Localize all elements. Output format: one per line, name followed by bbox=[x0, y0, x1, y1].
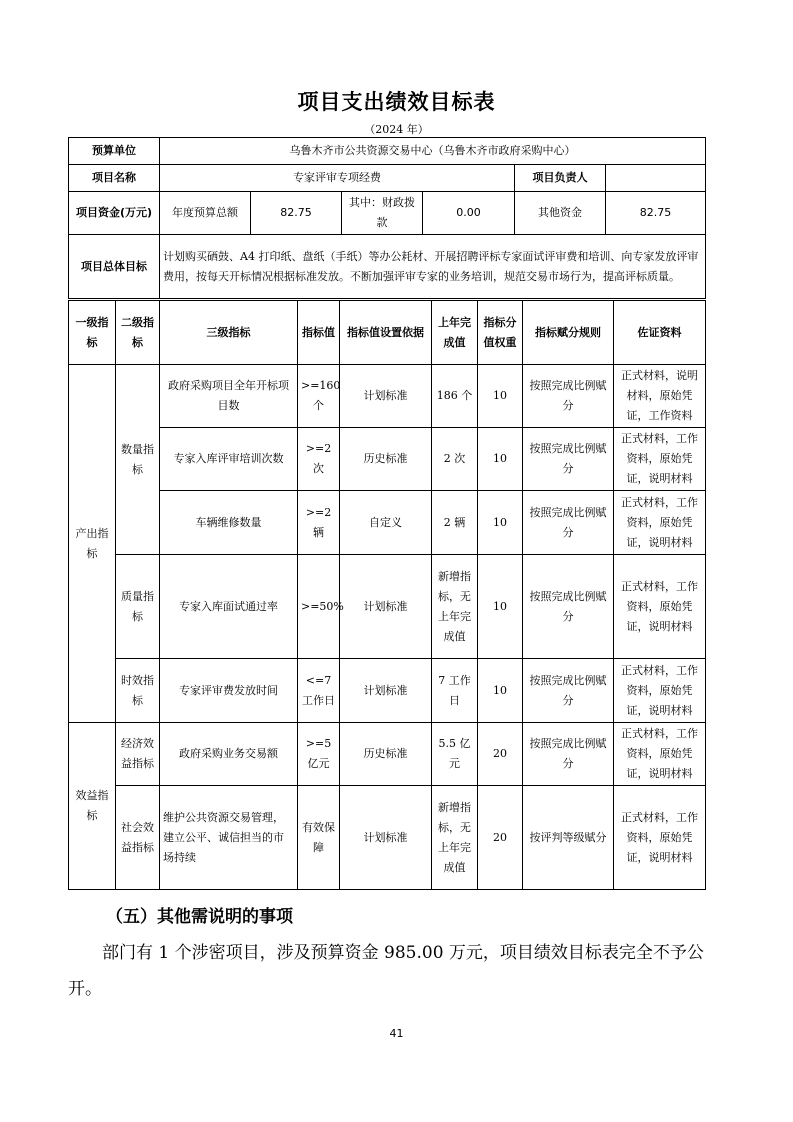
indicator-value: >=50% bbox=[298, 555, 340, 659]
prev-value: 186 个 bbox=[432, 365, 478, 428]
body-paragraph: 部门有 1 个涉密项目，涉及预算资金 985.00 万元，项目绩效目标表完全不予公开。 bbox=[68, 943, 704, 999]
level3-name: 维护公共资源交易管理，建立公平、诚信担当的市场持续 bbox=[160, 786, 298, 890]
proof-materials: 正式材料，工作资料，原始凭证，说明材料 bbox=[614, 491, 706, 555]
table-row bbox=[69, 659, 706, 723]
level1-output: 产出指标 bbox=[69, 365, 116, 723]
table-row bbox=[69, 723, 706, 786]
col-value: 指标值 bbox=[298, 301, 340, 365]
scoring-rule: 按评判等级赋分 bbox=[523, 786, 614, 890]
prev-value: 7 工作日 bbox=[432, 659, 478, 723]
indicator-value: >=5亿元 bbox=[298, 723, 340, 786]
weight: 10 bbox=[478, 428, 523, 491]
weight: 10 bbox=[478, 555, 523, 659]
weight: 10 bbox=[478, 491, 523, 555]
project-header-table bbox=[68, 137, 706, 299]
col-level2: 二级指标 bbox=[116, 301, 160, 365]
level2-social: 社会效益指标 bbox=[116, 786, 160, 890]
budget-unit-value: 乌鲁木齐市公共资源交易中心（乌鲁木齐市政府采购中心） bbox=[160, 138, 706, 165]
indicator-value: >=160个 bbox=[298, 365, 340, 428]
table-row bbox=[69, 365, 706, 428]
overall-goal-label: 项目总体目标 bbox=[69, 235, 160, 299]
budget-unit-label: 预算单位 bbox=[69, 138, 160, 165]
col-level1: 一级指标 bbox=[69, 301, 116, 365]
col-weight: 指标分值权重 bbox=[478, 301, 523, 365]
section-heading: （五）其他需说明的事项 bbox=[106, 907, 293, 927]
proof-materials: 正式材料，工作资料，原始凭证，说明材料 bbox=[614, 786, 706, 890]
weight: 10 bbox=[478, 659, 523, 723]
level2-economic: 经济效益指标 bbox=[116, 723, 160, 786]
indicator-value: >=2辆 bbox=[298, 491, 340, 555]
proof-materials: 正式材料，工作资料，原始凭证，说明材料 bbox=[614, 555, 706, 659]
scoring-rule: 按照完成比例赋分 bbox=[523, 659, 614, 723]
prev-value: 新增指标，无上年完成值 bbox=[432, 555, 478, 659]
level3-name: 车辆维修数量 bbox=[160, 491, 298, 555]
prev-value: 2 次 bbox=[432, 428, 478, 491]
other-funds-label: 其他资金 bbox=[515, 192, 606, 235]
indicator-basis: 历史标准 bbox=[340, 723, 432, 786]
scoring-rule: 按照完成比例赋分 bbox=[523, 365, 614, 428]
fiscal-allocation-value: 0.00 bbox=[423, 192, 515, 235]
prev-value: 5.5 亿元 bbox=[432, 723, 478, 786]
proof-materials: 正式材料，说明材料，原始凭证，工作资料 bbox=[614, 365, 706, 428]
proof-materials: 正式材料，工作资料，原始凭证，说明材料 bbox=[614, 659, 706, 723]
year-label: （2024 年） bbox=[364, 123, 429, 136]
indicator-basis: 计划标准 bbox=[340, 786, 432, 890]
col-rule: 指标赋分规则 bbox=[523, 301, 614, 365]
scoring-rule: 按照完成比例赋分 bbox=[523, 491, 614, 555]
prev-value: 2 辆 bbox=[432, 491, 478, 555]
weight: 20 bbox=[478, 723, 523, 786]
col-basis: 指标值设置依据 bbox=[340, 301, 432, 365]
col-level3: 三级指标 bbox=[160, 301, 298, 365]
overall-goal-value: 计划购买硒鼓、A4 打印纸、盘纸（手纸）等办公耗材、开展招聘评标专家面试评审费和培训、向专家发放评审费用，按每天开标情况根据标准发放。不断加强评审专家的业务培训，规范交易市场行为，提高评标质量。 bbox=[160, 235, 706, 299]
level3-name: 专家评审费发放时间 bbox=[160, 659, 298, 723]
level2-quality: 质量指标 bbox=[116, 555, 160, 659]
col-proof: 佐证资料 bbox=[614, 301, 706, 365]
page-title: 项目支出绩效目标表 bbox=[297, 89, 496, 114]
indicator-value: 有效保障 bbox=[298, 786, 340, 890]
scoring-rule: 按照完成比例赋分 bbox=[523, 723, 614, 786]
project-owner-label: 项目负责人 bbox=[515, 165, 606, 192]
table-row bbox=[69, 786, 706, 890]
scoring-rule: 按照完成比例赋分 bbox=[523, 555, 614, 659]
indicator-value: >=2次 bbox=[298, 428, 340, 491]
indicator-basis: 计划标准 bbox=[340, 365, 432, 428]
project-owner-value bbox=[606, 165, 706, 192]
other-funds-value: 82.75 bbox=[606, 192, 706, 235]
indicator-value: <=7工作日 bbox=[298, 659, 340, 723]
col-prev: 上年完成值 bbox=[432, 301, 478, 365]
indicator-table bbox=[68, 300, 706, 890]
proof-materials: 正式材料，工作资料，原始凭证，说明材料 bbox=[614, 428, 706, 491]
table-row bbox=[69, 555, 706, 659]
table-row bbox=[69, 428, 706, 491]
indicator-basis: 计划标准 bbox=[340, 659, 432, 723]
project-name-value: 专家评审专项经费 bbox=[160, 165, 515, 192]
level3-name: 政府采购项目全年开标项目数 bbox=[160, 365, 298, 428]
indicator-basis: 历史标准 bbox=[340, 428, 432, 491]
project-name-label: 项目名称 bbox=[69, 165, 160, 192]
annual-budget-label: 年度预算总额 bbox=[160, 192, 251, 235]
scoring-rule: 按照完成比例赋分 bbox=[523, 428, 614, 491]
level2-quantity: 数量指标 bbox=[116, 365, 160, 555]
level3-name: 专家入库评审培训次数 bbox=[160, 428, 298, 491]
page-number: 41 bbox=[389, 1027, 404, 1040]
fiscal-allocation-label: 其中：财政拨款 bbox=[342, 192, 423, 235]
indicator-basis: 自定义 bbox=[340, 491, 432, 555]
level3-name: 专家入库面试通过率 bbox=[160, 555, 298, 659]
indicator-basis: 计划标准 bbox=[340, 555, 432, 659]
weight: 10 bbox=[478, 365, 523, 428]
prev-value: 新增指标，无上年完成值 bbox=[432, 786, 478, 890]
level2-timeliness: 时效指标 bbox=[116, 659, 160, 723]
weight: 20 bbox=[478, 786, 523, 890]
table-row bbox=[69, 491, 706, 555]
level3-name: 政府采购业务交易额 bbox=[160, 723, 298, 786]
level1-benefit: 效益指标 bbox=[69, 723, 116, 890]
annual-budget-value: 82.75 bbox=[251, 192, 342, 235]
proof-materials: 正式材料，工作资料，原始凭证，说明材料 bbox=[614, 723, 706, 786]
project-fund-label: 项目资金(万元) bbox=[69, 192, 160, 235]
